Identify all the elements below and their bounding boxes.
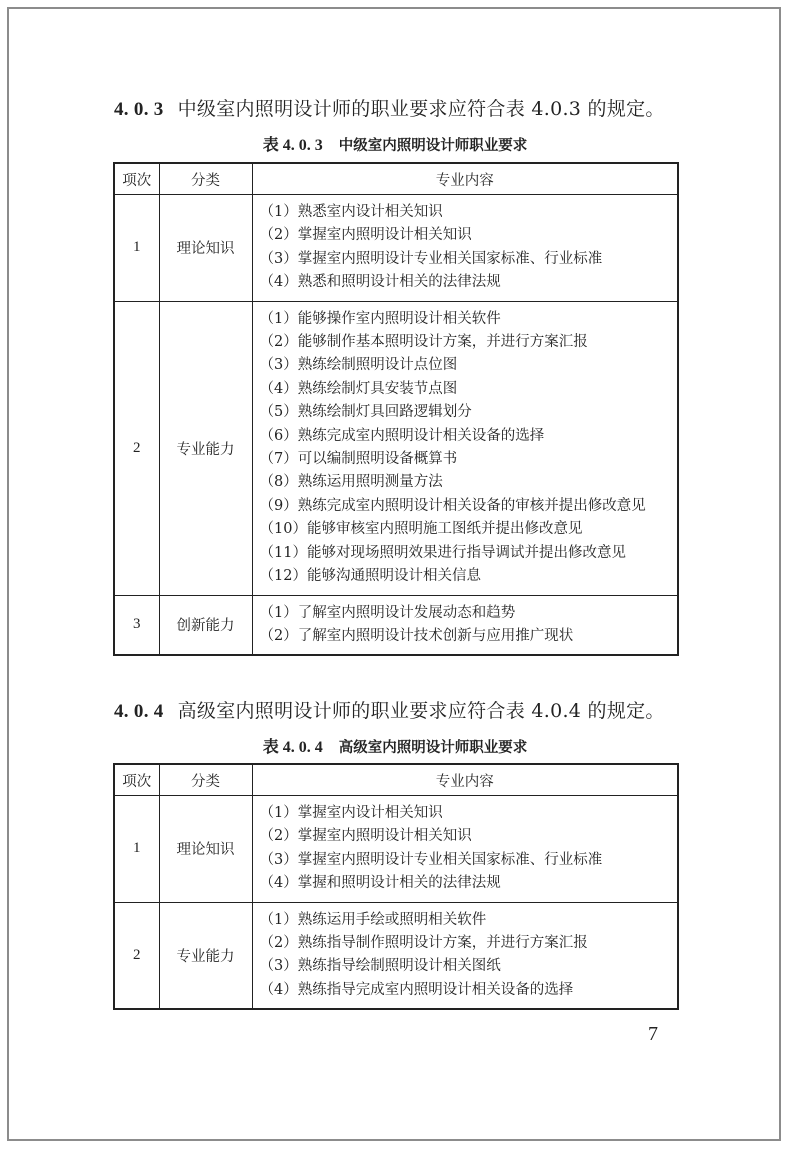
table-caption-4-0-4: [0, 734, 790, 757]
list-item: （5）熟练绘制灯具回路逻辑划分: [259, 404, 472, 421]
list-item: （1）能够操作室内照明设计相关软件: [259, 310, 501, 327]
list-item: （2）熟练指导制作照明设计方案，并进行方案汇报: [259, 935, 588, 952]
list-item: （4）熟悉和照明设计相关的法律法规: [259, 274, 501, 291]
table-caption-4-0-3: [0, 132, 790, 155]
table-number: 表 4. 0. 3: [262, 137, 323, 154]
list-item: （4）掌握和照明设计相关的法律法规: [259, 875, 501, 892]
list-item: （2）能够制作基本照明设计方案，并进行方案汇报: [259, 334, 588, 351]
section-number: 4. 0. 4: [114, 701, 164, 722]
row-content: [252, 902, 678, 1009]
list-item: （6）熟练完成室内照明设计相关设备的选择: [259, 427, 545, 444]
header-index: 项次: [114, 163, 159, 195]
table-number: 表 4. 0. 4: [262, 739, 323, 756]
row-category: 专业能力: [159, 301, 252, 595]
list-item: （1）熟悉室内设计相关知识: [259, 204, 443, 220]
row-index: 3: [114, 595, 159, 655]
table-row: [114, 301, 678, 595]
row-index: 1: [114, 796, 159, 903]
list-item: （12）能够沟通照明设计相关信息: [259, 568, 481, 585]
table-title: 高级室内照明设计师职业要求: [338, 740, 528, 756]
section-number: 4. 0. 3: [114, 99, 164, 120]
list-item: （7）可以编制照明设备概算书: [259, 451, 458, 468]
row-index: 2: [114, 301, 159, 595]
page-number: 7: [648, 1023, 658, 1045]
row-category: 专业能力: [159, 902, 252, 1009]
section-text: 高级室内照明设计师的职业要求应符合表 4.0.4 的规定。: [177, 700, 665, 722]
header-category: 分类: [159, 163, 252, 195]
list-item: （3）熟练指导绘制照明设计相关图纸: [259, 958, 501, 975]
table-title: 中级室内照明设计师职业要求: [338, 138, 528, 154]
list-item: （1）熟练运用手绘或照明相关软件: [259, 911, 487, 928]
table-row: [114, 595, 678, 655]
list-item: （2）掌握室内照明设计相关知识: [259, 828, 472, 845]
row-content: [252, 595, 678, 655]
requirements-table-4-0-3: [113, 162, 679, 656]
section-heading-4-0-4: [114, 696, 665, 723]
header-content: 专业内容: [252, 163, 678, 195]
section-heading-4-0-3: [114, 94, 665, 121]
list-item: （10）能够审核室内照明施工图纸并提出修改意见: [259, 521, 583, 538]
table-row: [114, 796, 678, 903]
row-category: 创新能力: [159, 595, 252, 655]
list-item: （9）熟练完成室内照明设计相关设备的审核并提出修改意见: [259, 497, 646, 514]
row-category: 理论知识: [159, 796, 252, 903]
list-item: （2）掌握室内照明设计相关知识: [259, 227, 472, 244]
list-item: （4）熟练指导完成室内照明设计相关设备的选择: [259, 981, 574, 998]
list-item: （1）了解室内照明设计发展动态和趋势: [259, 604, 516, 621]
list-item: （3）掌握室内照明设计专业相关国家标准、行业标准: [259, 250, 603, 267]
requirements-table-4-0-4: [113, 763, 679, 1010]
row-content: [252, 195, 678, 302]
header-category: 分类: [159, 764, 252, 796]
row-category: 理论知识: [159, 195, 252, 302]
list-item: （4）熟练绘制灯具安装节点图: [259, 380, 458, 397]
list-item: （3）掌握室内照明设计专业相关国家标准、行业标准: [259, 851, 603, 868]
section-text: 中级室内照明设计师的职业要求应符合表 4.0.3 的规定。: [177, 98, 665, 120]
list-item: （2）了解室内照明设计技术创新与应用推广现状: [259, 627, 574, 644]
row-index: 1: [114, 195, 159, 302]
row-content: [252, 796, 678, 903]
list-item: （11）能够对现场照明效果进行指导调试并提出修改意见: [259, 544, 626, 561]
row-index: 2: [114, 902, 159, 1009]
table-row: [114, 902, 678, 1009]
row-content: [252, 301, 678, 595]
list-item: （1）掌握室内设计相关知识: [259, 805, 443, 821]
list-item: （8）熟练运用照明测量方法: [259, 474, 443, 491]
table-header-row: [114, 764, 678, 796]
header-content: 专业内容: [252, 764, 678, 796]
table-header-row: [114, 163, 678, 195]
header-index: 项次: [114, 764, 159, 796]
table-row: [114, 195, 678, 302]
list-item: （3）熟练绘制照明设计点位图: [259, 357, 458, 374]
